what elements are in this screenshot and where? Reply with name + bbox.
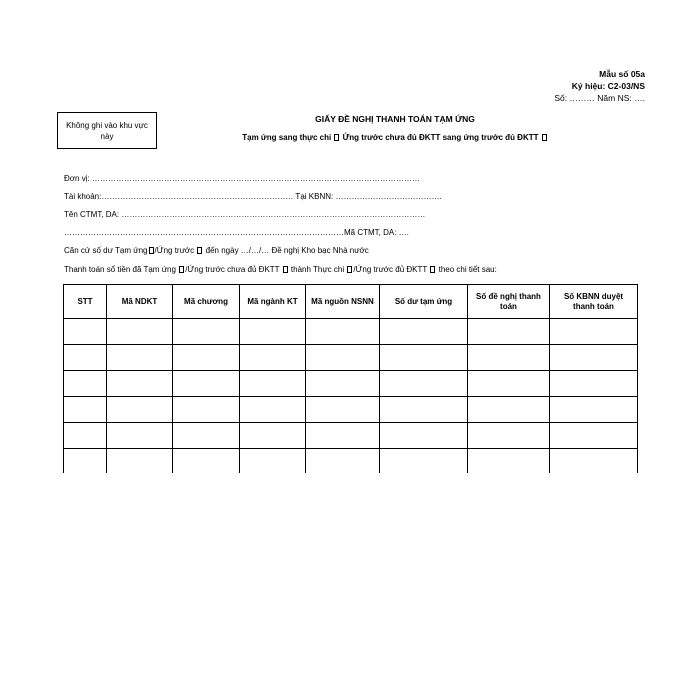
table-cell[interactable] <box>468 345 550 371</box>
table-cell[interactable] <box>380 371 468 397</box>
table-cell[interactable] <box>380 345 468 371</box>
header-approved-amount: Số KBNN duyệt thanh toán <box>550 285 638 319</box>
table-cell[interactable] <box>64 423 107 449</box>
header-stt: STT <box>64 285 107 319</box>
reserved-area-label: Không ghi vào khu vực này <box>66 120 148 141</box>
header-sector-code: Mã ngành KT <box>240 285 306 319</box>
table-cell[interactable] <box>64 397 107 423</box>
checkbox-icon[interactable] <box>179 266 184 273</box>
table-cell[interactable] <box>306 423 380 449</box>
document-subtitle <box>180 133 610 142</box>
basis-text-2: /Ứng trước <box>154 246 195 255</box>
program-name-field: Tên CTMT, DA: …………………………………………………………………………………………………… <box>64 210 426 219</box>
table-cell[interactable] <box>468 371 550 397</box>
table-cell[interactable] <box>550 371 638 397</box>
table-cell[interactable] <box>240 371 306 397</box>
table-cell[interactable] <box>240 397 306 423</box>
reserved-area-box <box>57 112 157 149</box>
table-cell[interactable] <box>380 319 468 345</box>
table-cell[interactable] <box>468 319 550 345</box>
checkbox-icon[interactable] <box>542 134 547 141</box>
settlement-text-5: theo chi tiết sau: <box>438 265 497 274</box>
table-cell[interactable] <box>240 449 306 474</box>
table-header-row <box>64 285 638 319</box>
document-title: GIẤY ĐỀ NGHỊ THANH TOÁN TẠM ỨNG <box>315 114 475 124</box>
table-cell[interactable] <box>380 423 468 449</box>
program-code-field: ……………………………………………………………………………………………Mã CTMT, DA: …. <box>64 228 409 237</box>
table-cell[interactable] <box>107 371 173 397</box>
table-cell[interactable] <box>380 397 468 423</box>
settlement-text-1: Thanh toán số tiền đã Tạm ứng <box>64 265 176 274</box>
table-cell[interactable] <box>550 397 638 423</box>
table-cell[interactable] <box>173 345 240 371</box>
table-row <box>64 423 638 449</box>
subtitle-option-2: Ứng trước chưa đủ ĐKTT sang ứng trước đủ ĐKTT <box>342 133 539 142</box>
table-cell[interactable] <box>107 319 173 345</box>
table-cell[interactable] <box>550 423 638 449</box>
table-cell[interactable] <box>173 319 240 345</box>
checkbox-icon[interactable] <box>334 134 339 141</box>
form-symbol: Ký hiệu: C2-03/NS <box>571 81 645 91</box>
table-cell[interactable] <box>306 371 380 397</box>
header-advance-balance: Số dư tạm ứng <box>380 285 468 319</box>
table-cell[interactable] <box>380 449 468 474</box>
table-cell[interactable] <box>550 345 638 371</box>
table-cell[interactable] <box>107 345 173 371</box>
table-cell[interactable] <box>306 319 380 345</box>
table-cell[interactable] <box>64 319 107 345</box>
header-ndkt-code: Mã NDKT <box>107 285 173 319</box>
table-row <box>64 371 638 397</box>
table-cell[interactable] <box>468 449 550 474</box>
table-cell[interactable] <box>240 345 306 371</box>
table-cell[interactable] <box>240 319 306 345</box>
form-code-block <box>554 68 645 104</box>
basis-text-3: đến ngày …/…/… Đề nghị Kho bạc Nhà nước <box>205 246 369 255</box>
table-row <box>64 345 638 371</box>
table-cell[interactable] <box>468 423 550 449</box>
checkbox-icon[interactable] <box>430 266 435 273</box>
settlement-text-3: thành Thực chi <box>290 265 345 274</box>
table-cell[interactable] <box>64 371 107 397</box>
basis-line <box>64 246 369 255</box>
header-requested-amount: Số đề nghị thanh toán <box>468 285 550 319</box>
table-cell[interactable] <box>173 423 240 449</box>
table-cell[interactable] <box>550 319 638 345</box>
payment-detail-table <box>63 284 638 473</box>
table-row <box>64 319 638 345</box>
table-cell[interactable] <box>173 449 240 474</box>
checkbox-icon[interactable] <box>283 266 288 273</box>
header-budget-source-code: Mã nguồn NSNN <box>306 285 380 319</box>
settlement-text-2: /Ứng trước chưa đủ ĐKTT <box>185 265 280 274</box>
header-chapter-code: Mã chương <box>173 285 240 319</box>
table-cell[interactable] <box>64 449 107 474</box>
table-row <box>64 397 638 423</box>
table-cell[interactable] <box>550 449 638 474</box>
account-field: Tài khoản:……………………………………………………………… Tại KBNN: …………………………………. <box>64 192 442 201</box>
table-row <box>64 449 638 474</box>
table-cell[interactable] <box>306 397 380 423</box>
form-number-year: Số: ……… Năm NS: …. <box>554 93 645 103</box>
basis-text-1: Căn cứ số dư Tạm ứng <box>64 246 148 255</box>
table-cell[interactable] <box>107 423 173 449</box>
checkbox-icon[interactable] <box>197 247 202 254</box>
checkbox-icon[interactable] <box>149 247 154 254</box>
table-cell[interactable] <box>107 449 173 474</box>
table-cell[interactable] <box>173 371 240 397</box>
table-cell[interactable] <box>173 397 240 423</box>
table-cell[interactable] <box>306 345 380 371</box>
table-cell[interactable] <box>107 397 173 423</box>
table-cell[interactable] <box>468 397 550 423</box>
table-cell[interactable] <box>64 345 107 371</box>
subtitle-option-1: Tạm ứng sang thực chi <box>242 133 332 142</box>
settlement-text-4: /Ứng trước đủ ĐKTT <box>353 265 428 274</box>
table-cell[interactable] <box>240 423 306 449</box>
settlement-line <box>64 265 497 274</box>
form-number: Mẫu số 05a <box>599 69 645 79</box>
checkbox-icon[interactable] <box>347 266 352 273</box>
unit-field: Đơn vị: …………………………………………………………………………………………………………… <box>64 174 420 183</box>
table-cell[interactable] <box>306 449 380 474</box>
